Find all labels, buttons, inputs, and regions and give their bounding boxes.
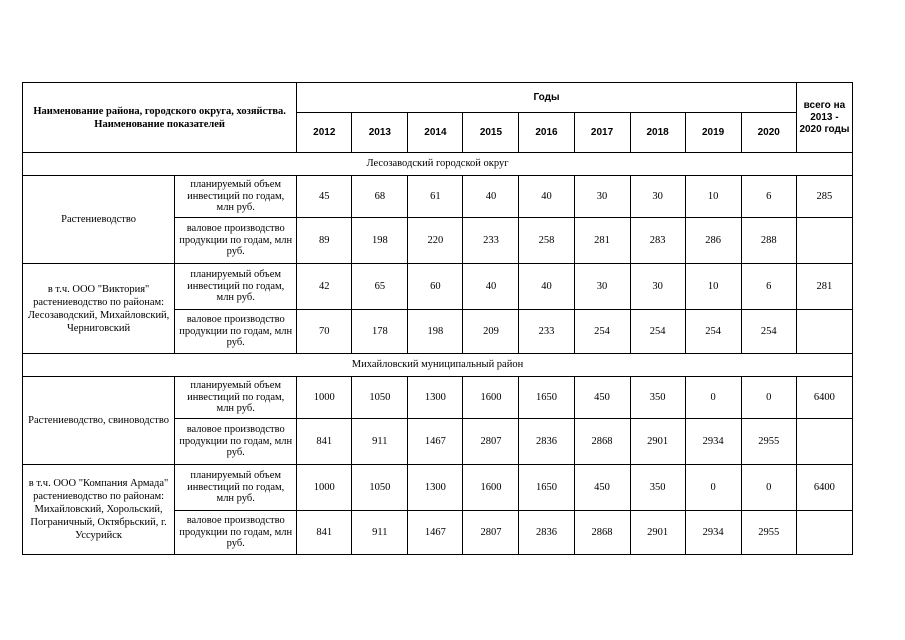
value-cell: 254 bbox=[741, 310, 796, 354]
table-row bbox=[23, 176, 853, 218]
value-cell: 40 bbox=[463, 264, 519, 310]
farm-name: в т.ч. ООО "Виктория" растениеводство по районам: Лесозаводский, Михайловский, Черниговский bbox=[23, 264, 175, 354]
value-cell: 1600 bbox=[463, 465, 519, 511]
value-cell: 2901 bbox=[630, 511, 685, 555]
value-cell: 283 bbox=[630, 218, 685, 264]
value-cell: 288 bbox=[741, 218, 796, 264]
value-cell: 2868 bbox=[574, 419, 630, 465]
value-cell: 0 bbox=[685, 465, 741, 511]
value-cell: 30 bbox=[574, 264, 630, 310]
indicator-label: планируемый объем инвестиций по годам, млн руб. bbox=[175, 377, 297, 419]
value-cell: 2934 bbox=[685, 511, 741, 555]
total-cell bbox=[796, 310, 852, 354]
value-cell: 220 bbox=[408, 218, 463, 264]
value-cell: 89 bbox=[297, 218, 352, 264]
header-year: 2012 bbox=[297, 113, 352, 153]
value-cell: 1000 bbox=[297, 465, 352, 511]
value-cell: 10 bbox=[685, 176, 741, 218]
indicator-label: валовое производство продукции по годам, млн руб. bbox=[175, 511, 297, 555]
value-cell: 1050 bbox=[352, 465, 408, 511]
value-cell: 1600 bbox=[463, 377, 519, 419]
value-cell: 350 bbox=[630, 465, 685, 511]
value-cell: 1000 bbox=[297, 377, 352, 419]
value-cell: 281 bbox=[574, 218, 630, 264]
total-cell bbox=[796, 419, 852, 465]
investment-table bbox=[22, 82, 853, 555]
value-cell: 40 bbox=[519, 176, 574, 218]
value-cell: 2901 bbox=[630, 419, 685, 465]
header-years-title: Годы bbox=[297, 83, 797, 113]
value-cell: 286 bbox=[685, 218, 741, 264]
value-cell: 42 bbox=[297, 264, 352, 310]
total-cell bbox=[796, 511, 852, 555]
farm-name: в т.ч. ООО "Компания Армада" растениеводство по районам: Михайловский, Хорольский, Пограничный, Октябрьский, г. Уссурийск bbox=[23, 465, 175, 555]
value-cell: 30 bbox=[574, 176, 630, 218]
table-row bbox=[23, 377, 853, 419]
header-year: 2013 bbox=[352, 113, 408, 153]
value-cell: 258 bbox=[519, 218, 574, 264]
value-cell: 60 bbox=[408, 264, 463, 310]
value-cell: 0 bbox=[685, 377, 741, 419]
indicator-label: валовое производство продукции по годам, млн руб. bbox=[175, 419, 297, 465]
total-cell: 281 bbox=[796, 264, 852, 310]
header-year: 2014 bbox=[408, 113, 463, 153]
value-cell: 450 bbox=[574, 377, 630, 419]
value-cell: 65 bbox=[352, 264, 408, 310]
value-cell: 70 bbox=[297, 310, 352, 354]
value-cell: 2807 bbox=[463, 511, 519, 555]
header-year: 2017 bbox=[574, 113, 630, 153]
value-cell: 6 bbox=[741, 176, 796, 218]
value-cell: 2807 bbox=[463, 419, 519, 465]
value-cell: 30 bbox=[630, 176, 685, 218]
value-cell: 233 bbox=[519, 310, 574, 354]
table-row bbox=[23, 465, 853, 511]
total-cell: 6400 bbox=[796, 377, 852, 419]
value-cell: 40 bbox=[463, 176, 519, 218]
value-cell: 450 bbox=[574, 465, 630, 511]
value-cell: 61 bbox=[408, 176, 463, 218]
value-cell: 2836 bbox=[519, 419, 574, 465]
total-cell: 285 bbox=[796, 176, 852, 218]
value-cell: 68 bbox=[352, 176, 408, 218]
section-title: Михайловский муниципальный район bbox=[23, 354, 853, 377]
indicator-label: планируемый объем инвестиций по годам, млн руб. bbox=[175, 264, 297, 310]
header-year: 2020 bbox=[741, 113, 796, 153]
value-cell: 198 bbox=[352, 218, 408, 264]
section-title: Лесозаводский городской округ bbox=[23, 153, 853, 176]
value-cell: 841 bbox=[297, 419, 352, 465]
value-cell: 1300 bbox=[408, 377, 463, 419]
header-year: 2019 bbox=[685, 113, 741, 153]
value-cell: 0 bbox=[741, 377, 796, 419]
value-cell: 911 bbox=[352, 511, 408, 555]
total-cell bbox=[796, 218, 852, 264]
value-cell: 254 bbox=[630, 310, 685, 354]
total-cell: 6400 bbox=[796, 465, 852, 511]
value-cell: 2955 bbox=[741, 419, 796, 465]
value-cell: 30 bbox=[630, 264, 685, 310]
header-year: 2016 bbox=[519, 113, 574, 153]
value-cell: 1300 bbox=[408, 465, 463, 511]
value-cell: 2868 bbox=[574, 511, 630, 555]
value-cell: 178 bbox=[352, 310, 408, 354]
value-cell: 2955 bbox=[741, 511, 796, 555]
value-cell: 10 bbox=[685, 264, 741, 310]
value-cell: 1467 bbox=[408, 419, 463, 465]
header-year: 2015 bbox=[463, 113, 519, 153]
indicator-label: валовое производство продукции по годам, млн руб. bbox=[175, 218, 297, 264]
value-cell: 45 bbox=[297, 176, 352, 218]
table-row bbox=[23, 264, 853, 310]
value-cell: 233 bbox=[463, 218, 519, 264]
value-cell: 841 bbox=[297, 511, 352, 555]
value-cell: 1050 bbox=[352, 377, 408, 419]
value-cell: 209 bbox=[463, 310, 519, 354]
value-cell: 198 bbox=[408, 310, 463, 354]
indicator-label: планируемый объем инвестиций по годам, млн руб. bbox=[175, 465, 297, 511]
indicator-label: валовое производство продукции по годам, млн руб. bbox=[175, 310, 297, 354]
value-cell: 254 bbox=[685, 310, 741, 354]
value-cell: 911 bbox=[352, 419, 408, 465]
value-cell: 1467 bbox=[408, 511, 463, 555]
farm-name: Растениеводство bbox=[23, 176, 175, 264]
value-cell: 1650 bbox=[519, 377, 574, 419]
header-total: всего на 2013 - 2020 годы bbox=[796, 83, 852, 153]
value-cell: 350 bbox=[630, 377, 685, 419]
value-cell: 40 bbox=[519, 264, 574, 310]
indicator-label: планируемый объем инвестиций по годам, млн руб. bbox=[175, 176, 297, 218]
value-cell: 6 bbox=[741, 264, 796, 310]
value-cell: 1650 bbox=[519, 465, 574, 511]
value-cell: 0 bbox=[741, 465, 796, 511]
farm-name: Растениеводство, свиноводство bbox=[23, 377, 175, 465]
header-year: 2018 bbox=[630, 113, 685, 153]
value-cell: 254 bbox=[574, 310, 630, 354]
header-name-column: Наименование района, городского округа, хозяйства. Наименование показателей bbox=[23, 83, 297, 153]
value-cell: 2934 bbox=[685, 419, 741, 465]
value-cell: 2836 bbox=[519, 511, 574, 555]
